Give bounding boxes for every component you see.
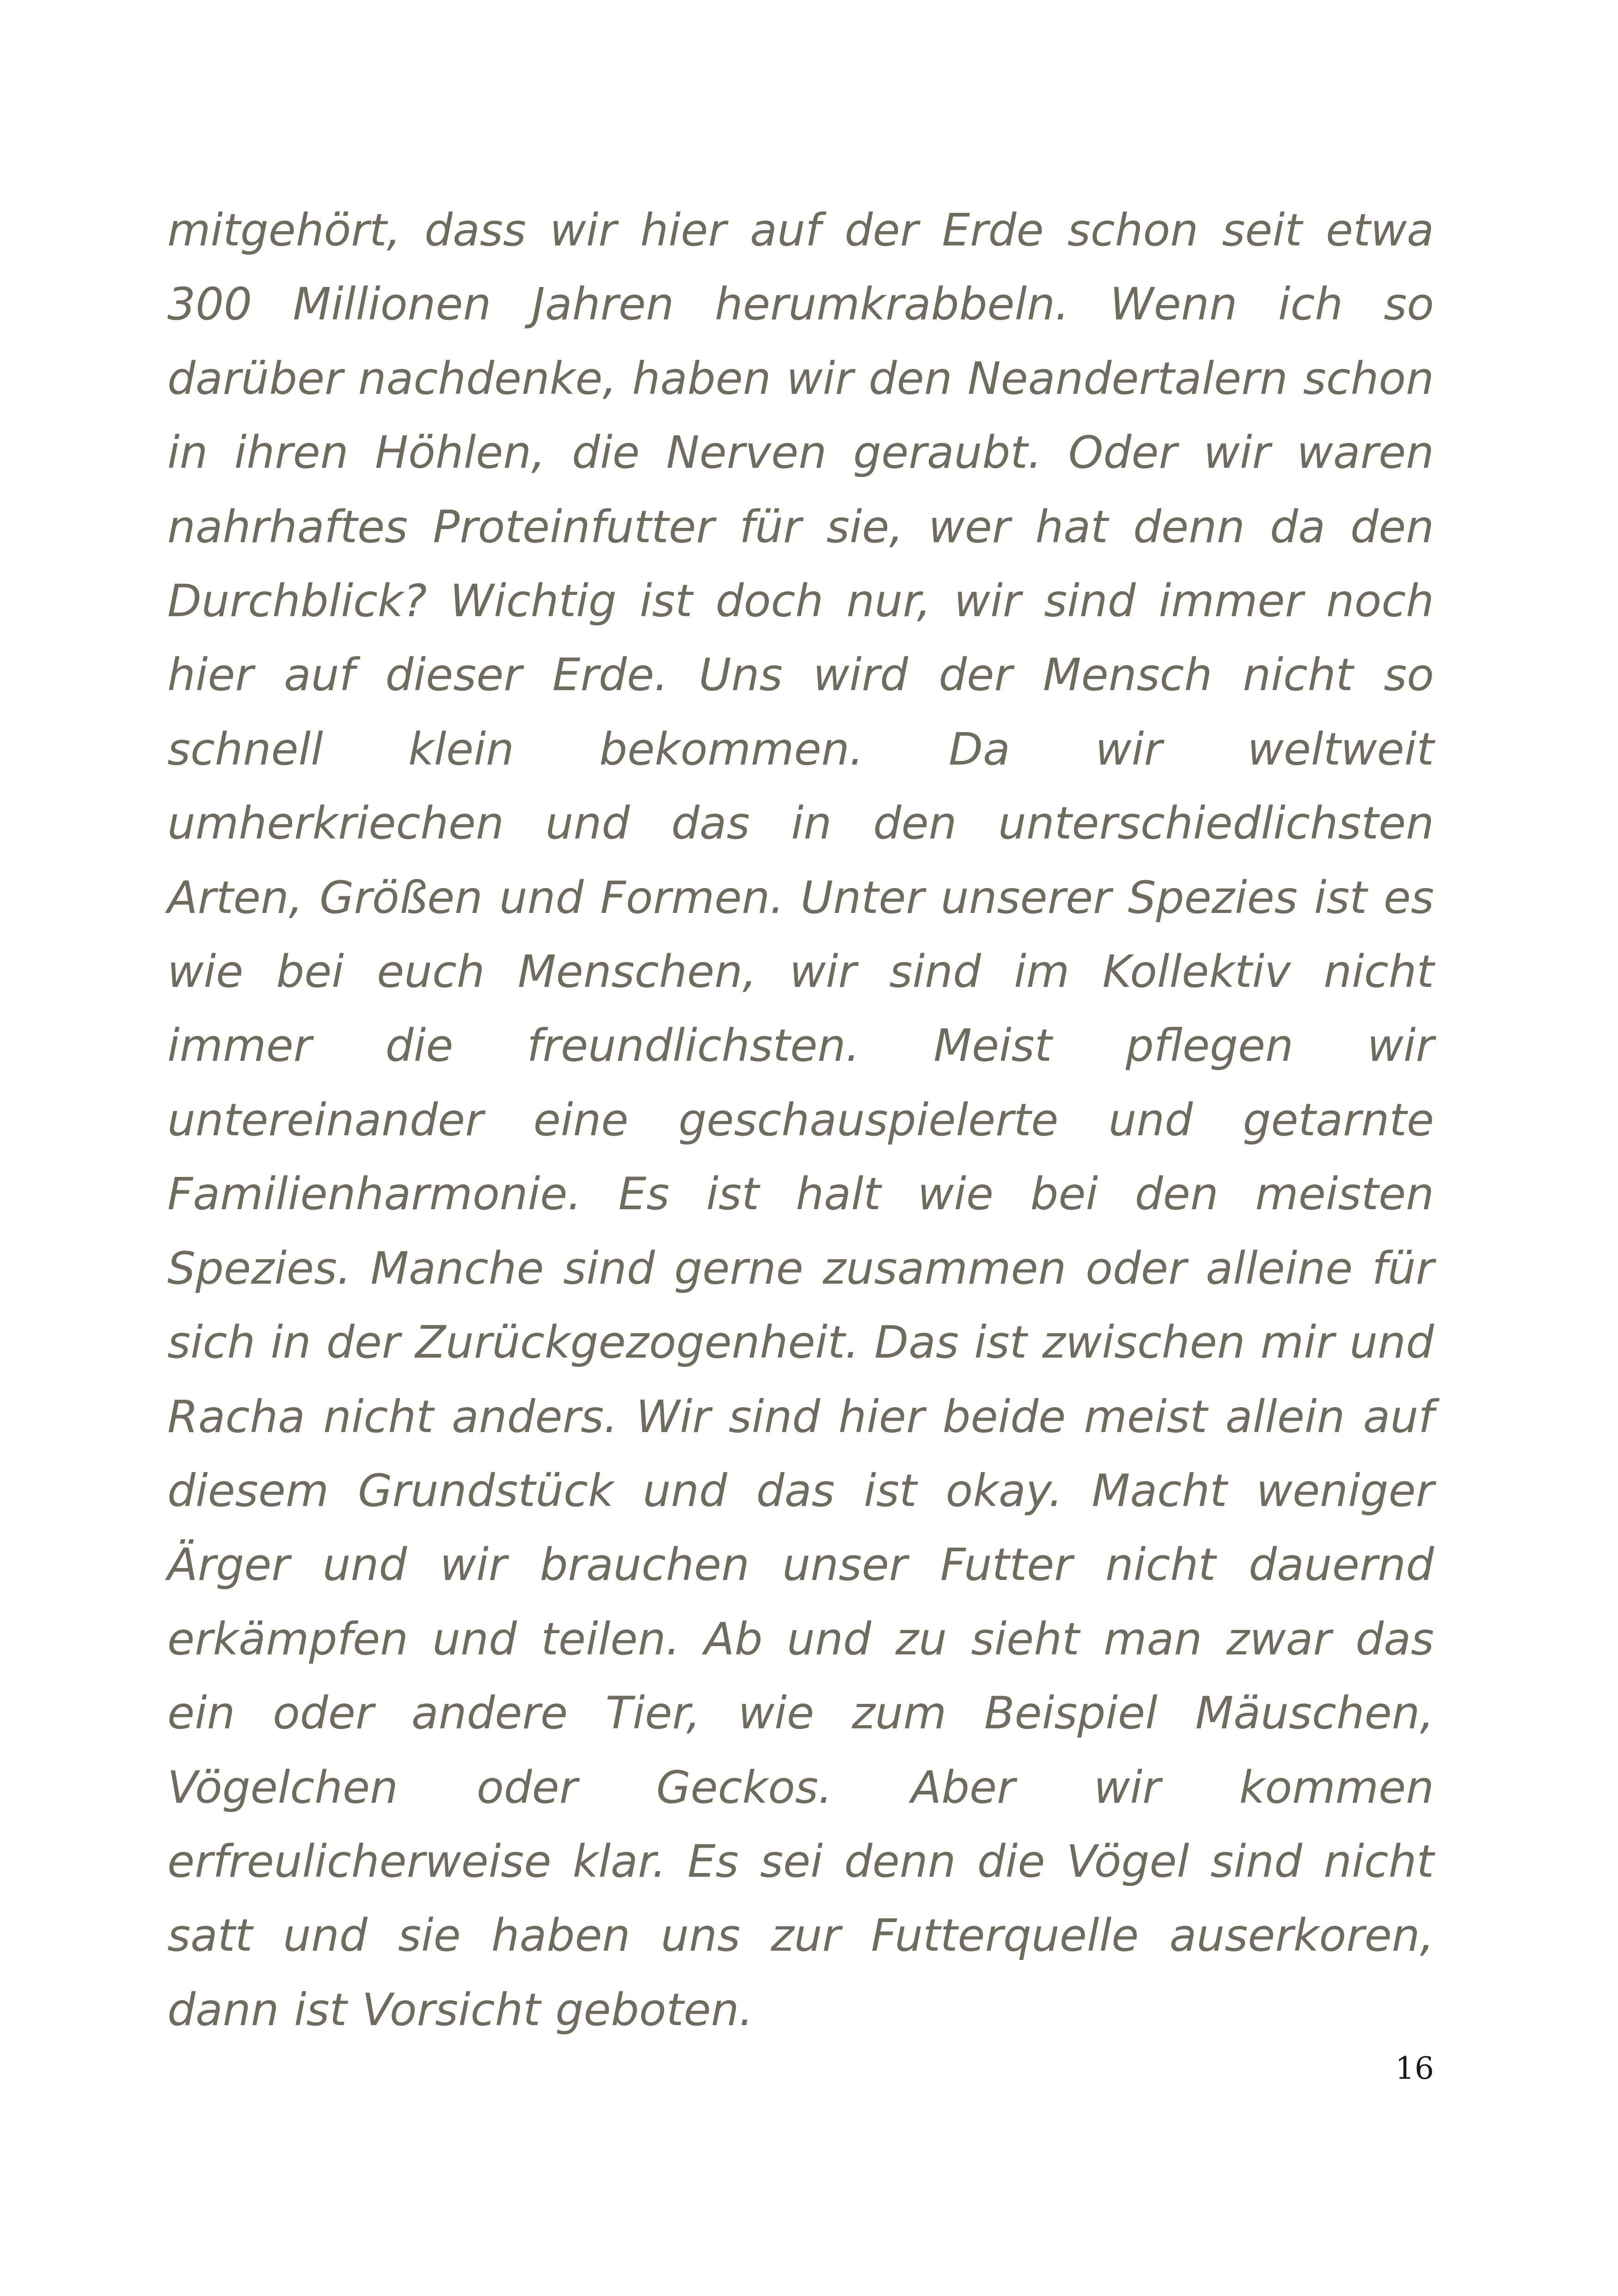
body-text-paragraph: mitgehört, dass wir hier auf der Erde schon seit etwa 300 Millionen Jahren herumkrabbeln. Wenn ich so darüber nachdenke, haben wir den Neandertalern schon in ihren Höhlen, die Nerven geraubt. Oder wir waren nahrhaftes Proteinfutter für sie, wer hat denn da den Durchblick? Wichtig ist doch nur, wir sind immer noch hier auf dieser Erde. Uns wird der Mensch nicht so schnell klein bekommen. Da wir weltweit umherkriechen und das in den unterschiedlichsten Arten, Größen und Formen. Unter unserer Spezies ist es wie bei euch Menschen, wir sind im Kollektiv nicht immer die freundlichsten. Meist pflegen wir untereinander eine geschauspielerte und getarnte Familienharmonie. Es ist halt wie bei den meisten Spezies. Manche sind gerne zusammen oder alleine für sich in der Zurückgezogenheit. Das ist zwischen mir und Racha nicht anders. Wir sind hier beide meist allein auf diesem Grundstück und das ist okay. Macht weniger Ärger und wir brauchen unser Futter nicht dauernd erkämpfen und teilen. Ab und zu sieht man zwar das ein oder andere Tier, wie zum Beispiel Mäuschen, Vögelchen oder Geckos. Aber wir kommen erfreulicherweise klar. Es sei denn die Vögel sind nicht satt und sie haben uns zur Futterquelle auserkoren, dann ist Vorsicht geboten.	[167, 204, 1434, 2036]
page-number: 16	[1395, 2051, 1434, 2086]
